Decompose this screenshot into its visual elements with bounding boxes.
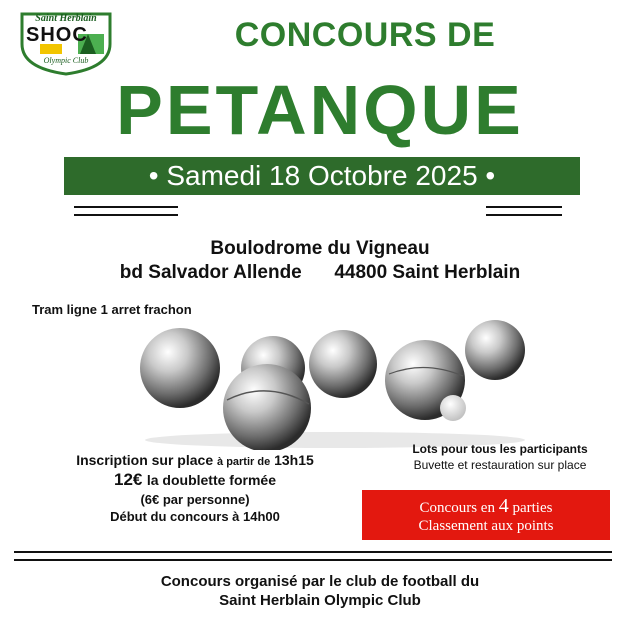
prizes-info: [365, 442, 635, 472]
footer-line2: Saint Herblain Olympic Club: [219, 592, 421, 609]
format-line1: [362, 495, 610, 518]
venue-city: 44800 Saint Herblain: [334, 262, 521, 283]
title-line2: PETANQUE: [116, 71, 524, 149]
prizes-line1: Lots pour tous les participants: [412, 442, 588, 456]
logo-bottom-text: Olympic Club: [43, 56, 89, 65]
date-banner: • Samedi 18 Octobre 2025 •: [64, 157, 580, 195]
format-number: 4: [498, 495, 509, 517]
footer-line1: Concours organisé par le club de football du: [160, 573, 480, 590]
divider-left: [74, 206, 178, 216]
venue-name: Boulodrome du Vigneau: [210, 238, 430, 259]
venue-street: bd Salvador Allende: [119, 262, 302, 283]
registration-per-person: (6€ par personne): [140, 492, 250, 507]
registration-info: [30, 452, 360, 524]
registration-start: Début du concours à 14h00: [110, 509, 280, 524]
registration-price-line: [30, 470, 360, 490]
registration-small: à partir de: [217, 456, 271, 468]
footer: [0, 572, 640, 610]
petanque-balls-icon: [135, 320, 535, 450]
logo-letters: SHOC: [26, 24, 88, 46]
registration-line1: [30, 452, 360, 468]
petanque-balls-illustration: [135, 320, 535, 450]
format-box: [362, 490, 610, 540]
registration-time: 13h15: [274, 452, 314, 468]
title-line1: CONCOURS DE: [234, 16, 496, 54]
divider-right: [486, 206, 562, 216]
format-suffix: parties: [512, 500, 553, 516]
registration-price-label: la doublette formée: [146, 472, 276, 488]
registration-price: 12€: [114, 470, 143, 489]
logo-top-text: Saint Herblain: [35, 13, 97, 24]
divider-bottom: [14, 551, 612, 561]
tram-info: Tram ligne 1 arret frachon: [32, 302, 192, 317]
venue-address: [0, 262, 640, 284]
registration-main: Inscription sur place: [76, 452, 214, 468]
prizes-line2: Buvette et restauration sur place: [413, 458, 587, 472]
format-line2: Classement aux points: [418, 518, 554, 534]
format-prefix: Concours en: [419, 500, 495, 516]
